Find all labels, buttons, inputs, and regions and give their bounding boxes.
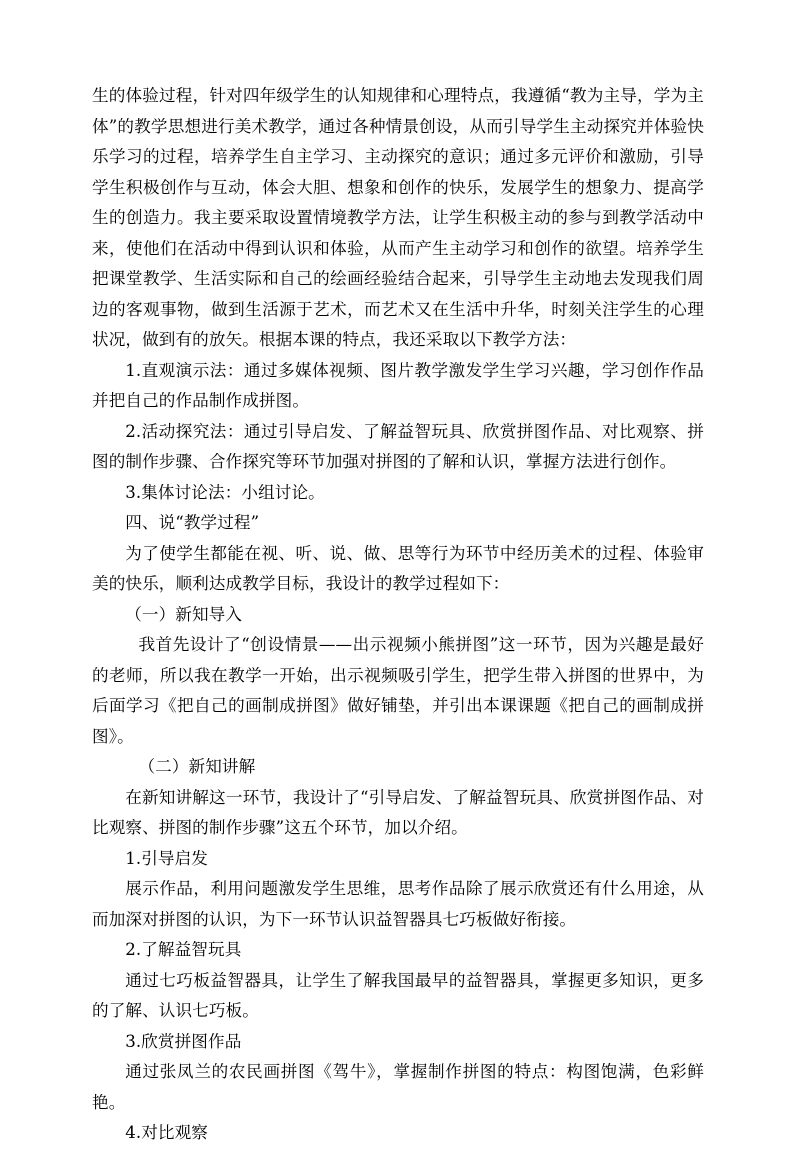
- subheading-new-knowledge-explanation: （二）新知讲解: [138, 757, 256, 776]
- paragraph-method-discussion: 3.集体讨论法：小组讨论。: [125, 482, 325, 502]
- item-heading-comparison: 4.对比观察: [125, 1123, 208, 1142]
- paragraph-appreciate-works: 通过张凤兰的农民画拼图《驾牛》，掌握制作拼图的特点：构图饱满，色彩鲜艳。: [92, 1062, 704, 1112]
- paragraph-explanation-overview: 在新知讲解这一环节，我设计了“引导启发、了解益智玩具、欣赏拼图作品、对比观察、拼图的制作步骤”这五个环节，加以介绍。: [92, 787, 704, 837]
- paragraph-method-demonstration: 1.直观演示法：通过多媒体视频、图片教学激发学生学习兴趣，学习创作作品并把自己的作品制作成拼图。: [92, 360, 704, 410]
- item-heading-puzzle-toys: 2.了解益智玩具: [125, 940, 242, 959]
- paragraph-guided-inspiration: 展示作品，利用问题激发学生思维，思考作品除了展示欣赏还有什么用途，从而加深对拼图的认识，为下一环节认识益智器具七巧板做好衔接。: [92, 879, 704, 929]
- paragraph-puzzle-toys: 通过七巧板益智器具，让学生了解我国最早的益智器具，掌握更多知识，更多的了解、认识七巧板。: [92, 970, 704, 1020]
- item-heading-appreciate-works: 3.欣赏拼图作品: [125, 1031, 242, 1051]
- paragraph-video-lead-in: 我首先设计了“创设情景——出示视频小熊拼图”这一环节，因为兴趣是最好的老师，所以我在教学一开始，出示视频吸引学生，把学生带入拼图的世界中，为后面学习《把自己的画制成拼图》做好铺垫，并引出本课课题《把自己的画制成拼图》。: [92, 635, 704, 746]
- document-body: [92, 81, 704, 1149]
- subheading-new-knowledge-intro: （一）新知导入: [125, 604, 243, 624]
- paragraph-process-intro: 为了使学生都能在视、听、说、做、思等行为环节中经历美术的过程、体验审美的快乐，顺利达成教学目标，我设计的教学过程如下：: [92, 543, 704, 593]
- item-heading-guided-inspiration: 1.引导启发: [125, 848, 208, 868]
- section-heading-teaching-process: 四、说“教学过程”: [125, 513, 260, 532]
- paragraph-teaching-philosophy: 生的体验过程，针对四年级学生的认知规律和心理特点，我遵循“教为主导，学为主体”的教学思想进行美术教学，通过各种情景创设，从而引导学生主动探究并体验快乐学习的过程，培养学生自主学习、主动探究的意识；通过多元评价和激励，引导学生积极创作与互动，体会大胆、想象和创作的快乐，发展学生的想象力、提高学生的创造力。我主要采取设置情境教学方法，让学生积极主动的参与到教学活动中来，使他们在活动中得到认识和体验，从而产生主动学习和创作的欲望。培养学生把课堂教学、生活实际和自己的绘画经验结合起来，引导学生主动地去发现我们周边的客观事物，做到生活源于艺术，而艺术又在生活中升华，时刻关注学生的心理状况，做到有的放矢。根据本课的特点，我还采取以下教学方法：: [92, 86, 704, 349]
- paragraph-method-exploration: 2.活动探究法：通过引导启发、了解益智玩具、欣赏拼图作品、对比观察、拼图的制作步骤、合作探究等环节加强对拼图的了解和认识，掌握方法进行创作。: [92, 421, 704, 471]
